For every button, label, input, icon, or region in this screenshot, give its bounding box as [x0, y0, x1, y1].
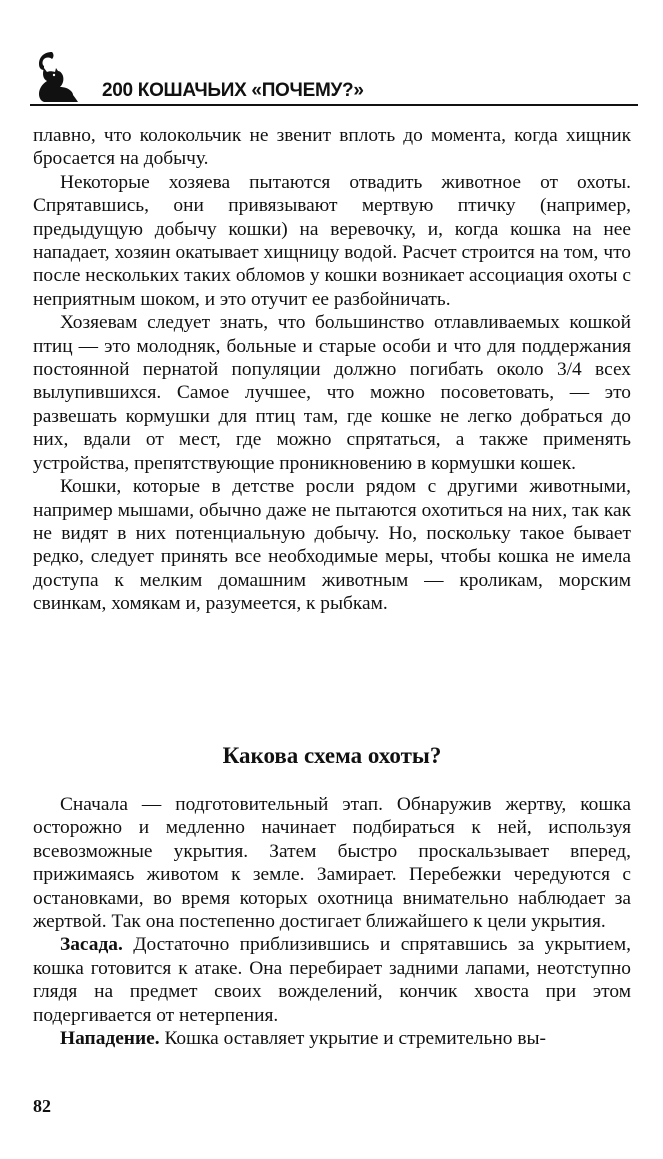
page-number: 82 [33, 1096, 51, 1116]
header-rule [30, 104, 638, 106]
paragraph: Хозяевам следует знать, что большинство отлавливаемых кошкой птиц — это молодняк, больные и старые особи и что для поддержания постоянной пернатой популяции должно погибать около 3/4 всех вылупившихся. Самое лучшее, что можно посоветовать, — это развешать кормушки для птиц там, где кошке не легко добраться до них, вдали от мест, где можно спрятаться, а также применять устройства, препятствующие проникновению в кормушки кошек. [33, 312, 631, 474]
run-in-heading: Нападение. [60, 1028, 160, 1050]
paragraph: плавно, что колокольчик не звенит вплоть до момента, когда хищник бросается на добычу. [33, 125, 631, 170]
paragraph-text: Сначала — подготовительный этап. Обнаружив жертву, кошка осторожно и медленно начинает подбираться к ней, используя всевозможные укрытия. Затем быстро проскальзывает вперед, прижимаясь животом к земле. Замирает. Перебежки чередуются с остановками, во время которых охотница внимательно наблюдает за жертвой. Так она постепенно достигает ближайшего к цели укрытия. [33, 794, 631, 933]
running-header-title: 200 КОШАЧЬИХ «ПОЧЕМУ?» [102, 80, 364, 101]
cat-silhouette-icon [30, 48, 94, 106]
paragraph: Некоторые хозяева пытаются отвадить животное от охоты. Спрятавшись, они привязывают мертвую птичку (например, предыдущую добычу кошки) на веревочку, и, когда кошка на нее нападает, хозяин окатывает хищницу водой. Расчет строится на том, что после нескольких таких обломов у кошки возникает ассоциация охоты с неприятным шоком, и это отучит ее разбойничать. [33, 171, 631, 310]
section-heading: Какова схема охоты? [222, 743, 442, 768]
paragraph-text: Достаточно приблизившись и спрятавшись за укрытием, кошка готовится к атаке. Она перебирает задними лапами, неотступно глядя на предмет своих вожделений, кончик хвоста при этом подергивается от нетерпения. [33, 934, 631, 1026]
paragraph [33, 933, 631, 1027]
running-header [30, 48, 638, 106]
paragraph: Кошки, которые в детстве росли рядом с другими животными, например мышами, обычно даже не пытаются охотиться на них, так как не видят в них потенциальную добычу. Но, поскольку такое бывает редко, следует принять все необходимые меры, чтобы кошка не имела доступа к мелким домашним животным — кроликам, морским свинкам, хомякам и, разумеется, к рыбкам. [33, 476, 631, 615]
body-text-section [33, 793, 631, 1050]
paragraph [33, 1027, 631, 1050]
run-in-heading: Засада. [60, 934, 123, 956]
paragraph-text: Кошка оставляет укрытие и стремительно вы- [159, 1028, 546, 1050]
body-text-top [33, 124, 631, 616]
paragraph [33, 793, 631, 933]
